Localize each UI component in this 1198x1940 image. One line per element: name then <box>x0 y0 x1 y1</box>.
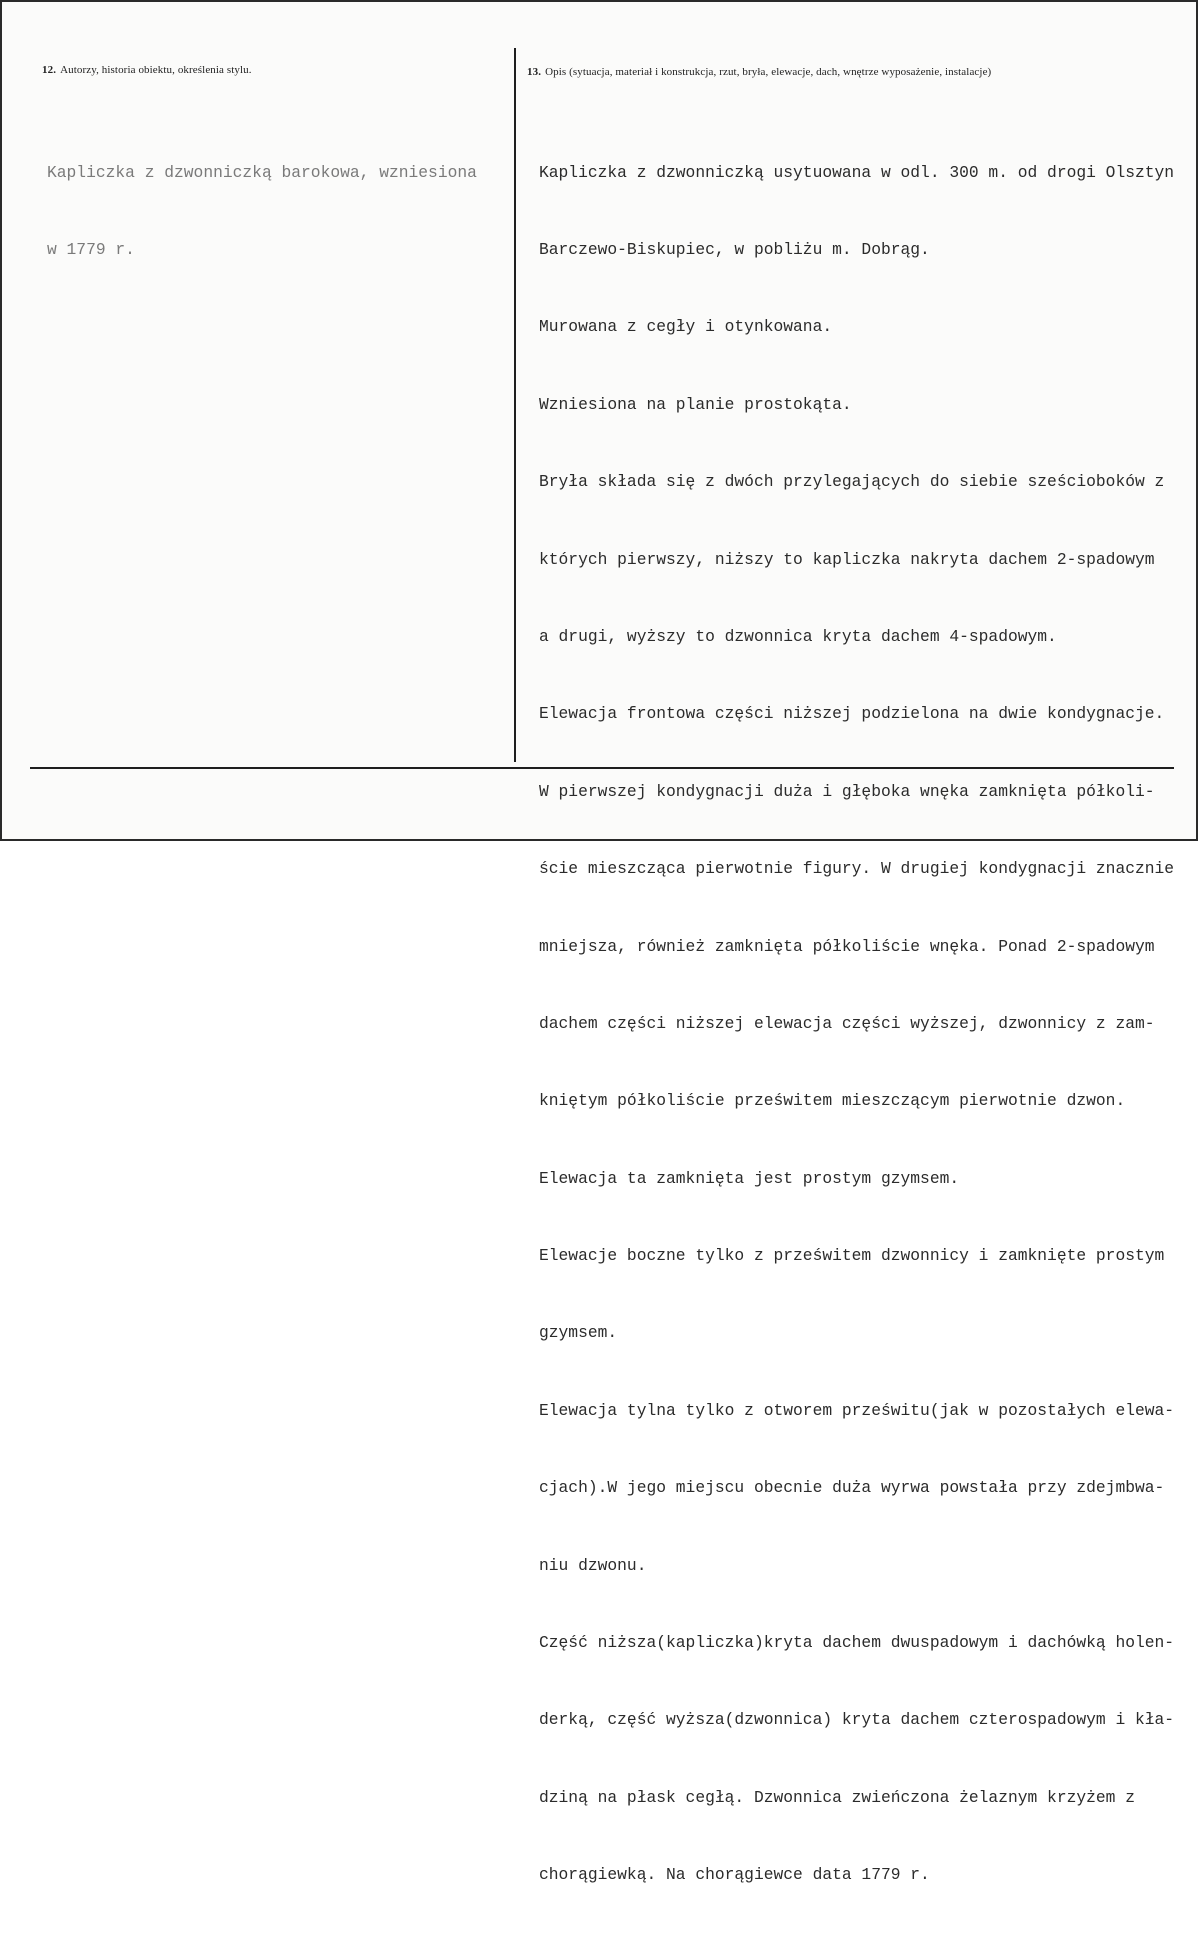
section-13-line: Elewacja frontowa części niższej podzielona na dwie kondygnacje. <box>539 704 1165 724</box>
section-13-line: derką, część wyższa(dzwonnica) kryta dachem czterospadowym i kła- <box>539 1710 1175 1730</box>
section-13-line: Elewacja ta zamknięta jest prostym gzymsem. <box>539 1168 960 1188</box>
section-13-number: 13. <box>527 66 542 78</box>
section-13-line: kniętym półkoliście prześwitem mieszczącym pierwotnie dzwon. <box>539 1091 1126 1111</box>
section-12-body <box>47 108 477 314</box>
section-13-line: gzymsem. <box>539 1323 618 1343</box>
section-13-line: cjach).W jego miejscu obecnie duża wyrwa powstała przy zdejmbwa- <box>539 1478 1165 1498</box>
section-13-line: chorągiewką. Na chorągiewce data 1779 r. <box>539 1865 930 1885</box>
section-13-line: dziną na płask cegłą. Dzwonnica zwieńczona żelaznym krzyżem z <box>539 1787 1135 1807</box>
section-13-line: mniejsza, również zamknięta półkoliście wnęka. Ponad 2-spadowym <box>539 936 1155 956</box>
column-divider <box>514 48 516 762</box>
section-13-line: dachem części niższej elewacja części wyższej, dzwonnicy z zam- <box>539 1013 1155 1033</box>
section-13-line: Murowana z cegły i otynkowana. <box>539 317 833 337</box>
section-12-heading <box>42 64 252 76</box>
section-13-line: ście mieszcząca pierwotnie figury. W drugiej kondygnacji znacznie <box>539 859 1175 879</box>
section-13-line: a drugi, wyższy to dzwonnica kryta dachem 4-spadowym. <box>539 626 1057 646</box>
section-13-line: Kapliczka z dzwonniczką usytuowana w odl. 300 m. od drogi Olsztyn <box>539 162 1175 182</box>
section-13-line: Bryła składa się z dwóch przylegających do siebie sześcioboków z <box>539 472 1165 492</box>
section-13-line: Barczewo-Biskupiec, w pobliżu m. Dobrąg. <box>539 239 930 259</box>
section-13-line: W pierwszej kondygnacji duża i głęboka wnęka zamknięta półkoli- <box>539 781 1155 801</box>
section-12-line: w 1779 r. <box>47 239 135 259</box>
section-12-line: Kapliczka z dzwonniczką barokowa, wzniesiona <box>47 162 477 182</box>
section-13-line: Wzniesiona na planie prostokąta. <box>539 394 852 414</box>
section-13-title: Opis (sytuacja, materiał i konstrukcja, rzut, bryła, elewacje, dach, wnętrze wyposażenie, instalacje) <box>545 66 992 78</box>
section-12-title: Autorzy, historia obiektu, określenia stylu. <box>60 64 252 76</box>
section-13-line: Elewacja tylna tylko z otworem prześwitu(jak w pozostałych elewa- <box>539 1400 1175 1420</box>
section-13-line: Część niższa(kapliczka)kryta dachem dwuspadowym i dachówką holen- <box>539 1633 1175 1653</box>
section-13-heading <box>527 66 991 78</box>
section-12-number: 12. <box>42 64 57 76</box>
section-13-body <box>539 108 1174 1940</box>
section-13-line: Elewacje boczne tylko z prześwitem dzwonnicy i zamknięte prostym <box>539 1246 1165 1266</box>
section-13-line: niu dzwonu. <box>539 1555 647 1575</box>
section-13-line: których pierwszy, niższy to kapliczka nakryta dachem 2-spadowym <box>539 549 1155 569</box>
